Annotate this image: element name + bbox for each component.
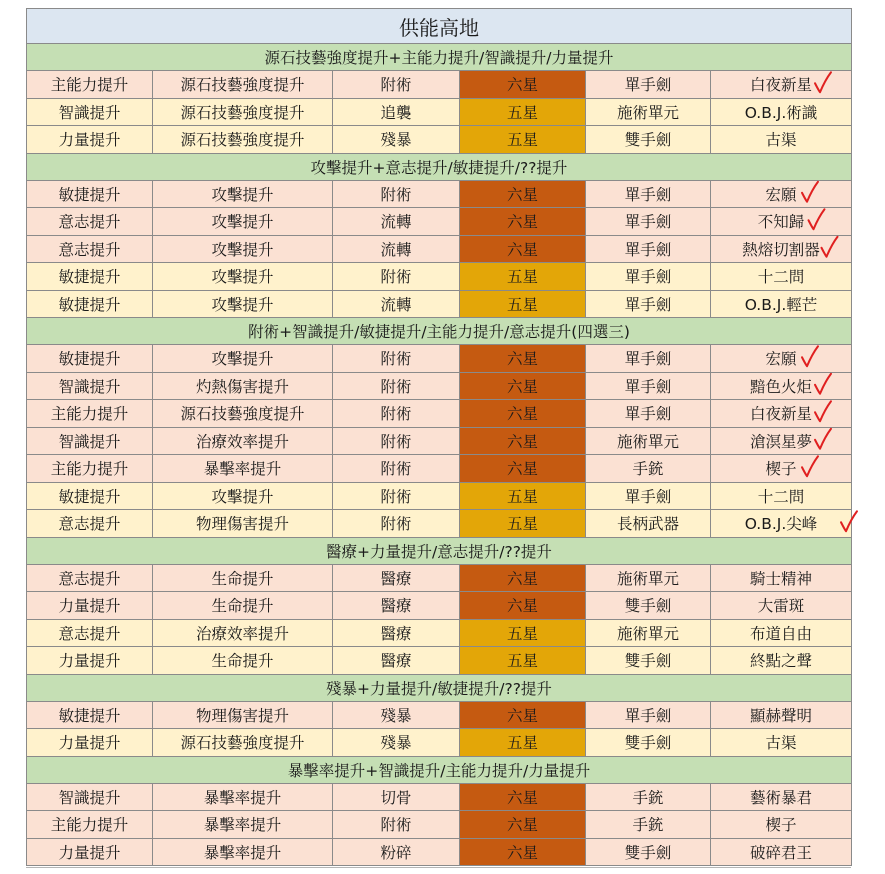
table-row	[27, 208, 852, 236]
primary-stat-cell: 意志提升	[27, 235, 153, 263]
title-row	[27, 9, 852, 44]
skill-cell: 附術	[333, 71, 460, 99]
weapon-name-cell: 宏願	[711, 345, 852, 373]
weapon-name-cell: 終點之聲	[711, 647, 852, 675]
rarity-cell: 五星	[460, 263, 586, 291]
secondary-stat-cell: 暴擊率提升	[153, 455, 333, 483]
rarity-cell: 六星	[460, 345, 586, 373]
skill-cell: 醫療	[333, 619, 460, 647]
secondary-stat-cell: 攻擊提升	[153, 263, 333, 291]
skill-cell: 附術	[333, 180, 460, 208]
skill-cell: 附術	[333, 455, 460, 483]
primary-stat-cell: 力量提升	[27, 647, 153, 675]
rarity-cell: 六星	[460, 208, 586, 236]
secondary-stat-cell: 攻擊提升	[153, 208, 333, 236]
primary-stat-cell: 敏捷提升	[27, 701, 153, 729]
weapon-name-cell: 不知歸	[711, 208, 852, 236]
primary-stat-cell: 敏捷提升	[27, 290, 153, 318]
skill-cell: 流轉	[333, 235, 460, 263]
primary-stat-cell: 主能力提升	[27, 455, 153, 483]
secondary-stat-cell: 暴擊率提升	[153, 838, 333, 866]
secondary-stat-cell: 暴擊率提升	[153, 783, 333, 811]
section-title: 殘暴+力量提升/敏捷提升/??提升	[27, 674, 852, 701]
secondary-stat-cell: 灼熱傷害提升	[153, 372, 333, 400]
primary-stat-cell: 智識提升	[27, 427, 153, 455]
section-title: 暴擊率提升+智識提升/主能力提升/力量提升	[27, 756, 852, 783]
table-row	[27, 482, 852, 510]
primary-stat-cell: 敏捷提升	[27, 263, 153, 291]
skill-cell: 粉碎	[333, 838, 460, 866]
skill-cell: 附術	[333, 427, 460, 455]
section-header-row	[27, 674, 852, 701]
skill-cell: 附術	[333, 510, 460, 538]
rarity-cell: 五星	[460, 647, 586, 675]
table-row	[27, 400, 852, 428]
weapon-type-cell: 單手劍	[586, 208, 711, 236]
secondary-stat-cell: 攻擊提升	[153, 290, 333, 318]
table-row	[27, 126, 852, 154]
weapon-name-cell: 布道自由	[711, 619, 852, 647]
primary-stat-cell: 意志提升	[27, 208, 153, 236]
skill-cell: 附術	[333, 482, 460, 510]
weapon-name-cell: O.B.J.尖峰	[711, 510, 852, 538]
section-header-row	[27, 318, 852, 345]
secondary-stat-cell: 攻擊提升	[153, 482, 333, 510]
weapon-type-cell: 單手劍	[586, 235, 711, 263]
table-row	[27, 263, 852, 291]
secondary-stat-cell: 治療效率提升	[153, 427, 333, 455]
section-header-row	[27, 537, 852, 564]
table-row	[27, 647, 852, 675]
rarity-cell: 五星	[460, 510, 586, 538]
skill-cell: 追襲	[333, 98, 460, 126]
secondary-stat-cell: 物理傷害提升	[153, 510, 333, 538]
table-row	[27, 427, 852, 455]
bottom-divider	[26, 867, 851, 868]
primary-stat-cell: 主能力提升	[27, 71, 153, 99]
weapon-type-cell: 手銃	[586, 455, 711, 483]
rarity-cell: 六星	[460, 701, 586, 729]
secondary-stat-cell: 攻擊提升	[153, 345, 333, 373]
weapon-type-cell: 雙手劍	[586, 592, 711, 620]
rarity-cell: 六星	[460, 372, 586, 400]
rarity-cell: 六星	[460, 455, 586, 483]
rarity-cell: 五星	[460, 482, 586, 510]
skill-cell: 醫療	[333, 564, 460, 592]
weapon-name-cell: 熱熔切割器	[711, 235, 852, 263]
weapon-type-cell: 雙手劍	[586, 729, 711, 757]
table-row	[27, 71, 852, 99]
weapon-type-cell: 單手劍	[586, 482, 711, 510]
secondary-stat-cell: 生命提升	[153, 647, 333, 675]
skill-cell: 附術	[333, 372, 460, 400]
weapon-name-cell: 騎士精神	[711, 564, 852, 592]
table-row	[27, 372, 852, 400]
weapon-type-cell: 單手劍	[586, 400, 711, 428]
primary-stat-cell: 力量提升	[27, 126, 153, 154]
rarity-cell: 六星	[460, 592, 586, 620]
weapon-name-cell: 黯色火炬	[711, 372, 852, 400]
primary-stat-cell: 敏捷提升	[27, 180, 153, 208]
primary-stat-cell: 力量提升	[27, 592, 153, 620]
secondary-stat-cell: 源石技藝強度提升	[153, 71, 333, 99]
weapon-type-cell: 雙手劍	[586, 126, 711, 154]
rarity-cell: 五星	[460, 729, 586, 757]
primary-stat-cell: 智識提升	[27, 98, 153, 126]
rarity-cell: 五星	[460, 619, 586, 647]
section-title: 源石技藝強度提升+主能力提升/智識提升/力量提升	[27, 44, 852, 71]
weapon-name-cell: 楔子	[711, 455, 852, 483]
table-row	[27, 455, 852, 483]
primary-stat-cell: 主能力提升	[27, 811, 153, 839]
skill-cell: 殘暴	[333, 729, 460, 757]
skill-cell: 醫療	[333, 647, 460, 675]
rarity-cell: 六星	[460, 71, 586, 99]
skill-cell: 附術	[333, 263, 460, 291]
primary-stat-cell: 智識提升	[27, 783, 153, 811]
primary-stat-cell: 力量提升	[27, 838, 153, 866]
rarity-cell: 六星	[460, 564, 586, 592]
table-row	[27, 592, 852, 620]
section-header-row	[27, 153, 852, 180]
weapon-name-cell: 藝術暴君	[711, 783, 852, 811]
weapon-type-cell: 施術單元	[586, 427, 711, 455]
table-row	[27, 345, 852, 373]
weapon-type-cell: 手銃	[586, 811, 711, 839]
section-header-row	[27, 756, 852, 783]
weapon-name-cell: 顯赫聲明	[711, 701, 852, 729]
table-row	[27, 98, 852, 126]
table-row	[27, 838, 852, 866]
section-title: 醫療+力量提升/意志提升/??提升	[27, 537, 852, 564]
table-row	[27, 510, 852, 538]
primary-stat-cell: 意志提升	[27, 619, 153, 647]
skill-cell: 附術	[333, 345, 460, 373]
primary-stat-cell: 主能力提升	[27, 400, 153, 428]
weapon-name-cell: O.B.J.術識	[711, 98, 852, 126]
secondary-stat-cell: 生命提升	[153, 592, 333, 620]
weapon-name-cell: 白夜新星	[711, 71, 852, 99]
secondary-stat-cell: 攻擊提升	[153, 235, 333, 263]
table-row	[27, 619, 852, 647]
weapon-type-cell: 單手劍	[586, 345, 711, 373]
secondary-stat-cell: 暴擊率提升	[153, 811, 333, 839]
weapon-type-cell: 長柄武器	[586, 510, 711, 538]
weapon-type-cell: 單手劍	[586, 701, 711, 729]
weapon-table-body	[27, 9, 852, 866]
rarity-cell: 六星	[460, 400, 586, 428]
table-row	[27, 729, 852, 757]
skill-cell: 流轉	[333, 290, 460, 318]
weapon-type-cell: 單手劍	[586, 290, 711, 318]
rarity-cell: 六星	[460, 235, 586, 263]
rarity-cell: 五星	[460, 98, 586, 126]
section-title: 附術+智識提升/敏捷提升/主能力提升/意志提升(四選三)	[27, 318, 852, 345]
page-title: 供能高地	[27, 9, 852, 44]
weapon-type-cell: 雙手劍	[586, 647, 711, 675]
weapon-type-cell: 單手劍	[586, 180, 711, 208]
secondary-stat-cell: 源石技藝強度提升	[153, 729, 333, 757]
rarity-cell: 六星	[460, 783, 586, 811]
weapon-name-cell: 古渠	[711, 126, 852, 154]
weapon-name-cell: 十二問	[711, 482, 852, 510]
table-row	[27, 180, 852, 208]
weapon-type-cell: 手銃	[586, 783, 711, 811]
secondary-stat-cell: 攻擊提升	[153, 180, 333, 208]
primary-stat-cell: 智識提升	[27, 372, 153, 400]
section-title: 攻擊提升+意志提升/敏捷提升/??提升	[27, 153, 852, 180]
secondary-stat-cell: 源石技藝強度提升	[153, 126, 333, 154]
weapon-type-cell: 施術單元	[586, 564, 711, 592]
primary-stat-cell: 敏捷提升	[27, 345, 153, 373]
weapon-name-cell: 楔子	[711, 811, 852, 839]
secondary-stat-cell: 物理傷害提升	[153, 701, 333, 729]
weapon-type-cell: 單手劍	[586, 263, 711, 291]
skill-cell: 殘暴	[333, 701, 460, 729]
table-row	[27, 783, 852, 811]
weapon-table	[26, 8, 852, 866]
weapon-name-cell: 白夜新星	[711, 400, 852, 428]
weapon-name-cell: 宏願	[711, 180, 852, 208]
table-row	[27, 290, 852, 318]
weapon-name-cell: 古渠	[711, 729, 852, 757]
secondary-stat-cell: 源石技藝強度提升	[153, 400, 333, 428]
rarity-cell: 六星	[460, 838, 586, 866]
weapon-name-cell: 大雷斑	[711, 592, 852, 620]
secondary-stat-cell: 治療效率提升	[153, 619, 333, 647]
weapon-name-cell: 破碎君王	[711, 838, 852, 866]
weapon-type-cell: 施術單元	[586, 619, 711, 647]
weapon-type-cell: 雙手劍	[586, 838, 711, 866]
weapon-name-cell: 十二問	[711, 263, 852, 291]
primary-stat-cell: 力量提升	[27, 729, 153, 757]
section-header-row	[27, 44, 852, 71]
rarity-cell: 五星	[460, 290, 586, 318]
skill-cell: 醫療	[333, 592, 460, 620]
skill-cell: 流轉	[333, 208, 460, 236]
primary-stat-cell: 敏捷提升	[27, 482, 153, 510]
skill-cell: 附術	[333, 400, 460, 428]
skill-cell: 附術	[333, 811, 460, 839]
table-row	[27, 701, 852, 729]
weapon-type-cell: 單手劍	[586, 372, 711, 400]
table-row	[27, 564, 852, 592]
rarity-cell: 五星	[460, 126, 586, 154]
primary-stat-cell: 意志提升	[27, 510, 153, 538]
weapon-type-cell: 施術單元	[586, 98, 711, 126]
skill-cell: 切骨	[333, 783, 460, 811]
weapon-name-cell: 滄溟星夢	[711, 427, 852, 455]
weapon-type-cell: 單手劍	[586, 71, 711, 99]
skill-cell: 殘暴	[333, 126, 460, 154]
rarity-cell: 六星	[460, 811, 586, 839]
secondary-stat-cell: 生命提升	[153, 564, 333, 592]
primary-stat-cell: 意志提升	[27, 564, 153, 592]
secondary-stat-cell: 源石技藝強度提升	[153, 98, 333, 126]
rarity-cell: 六星	[460, 427, 586, 455]
table-row	[27, 235, 852, 263]
rarity-cell: 六星	[460, 180, 586, 208]
weapon-name-cell: O.B.J.輕芒	[711, 290, 852, 318]
table-row	[27, 811, 852, 839]
